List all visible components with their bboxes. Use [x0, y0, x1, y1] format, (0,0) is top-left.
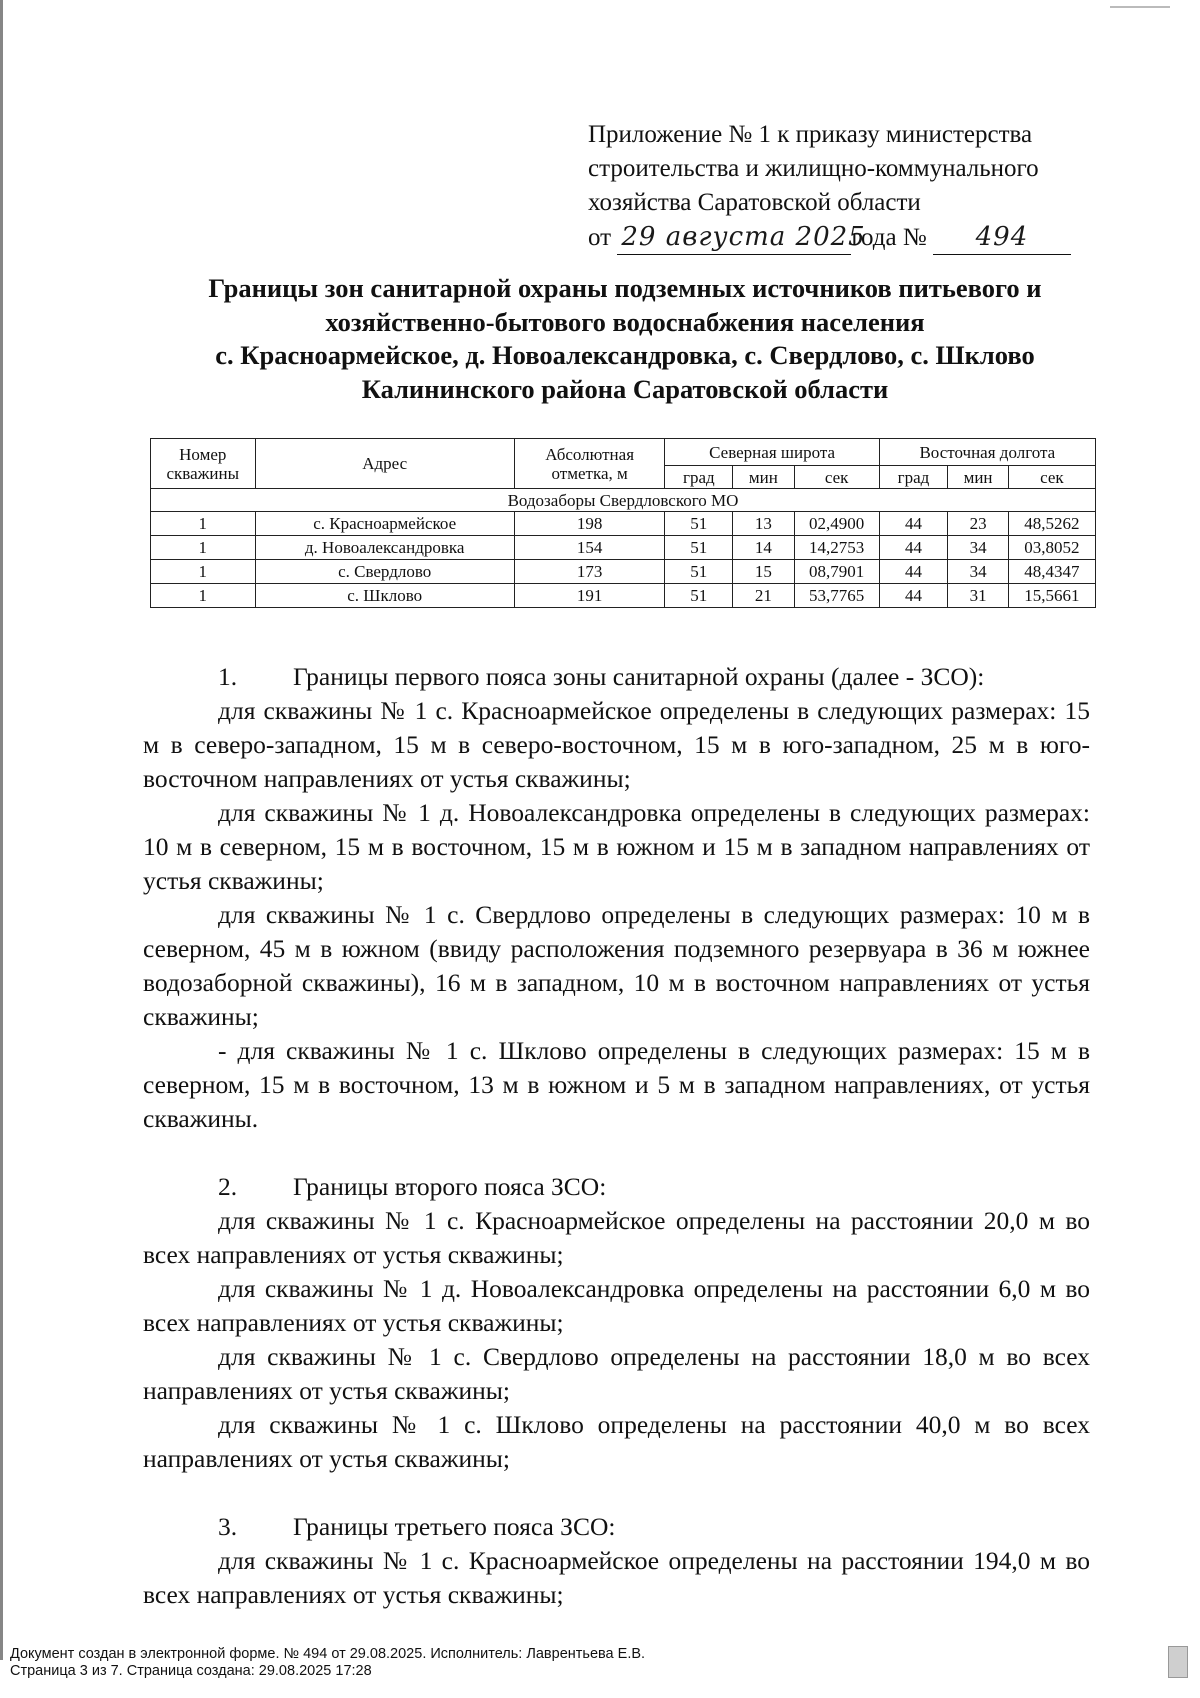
table-row	[151, 560, 1096, 584]
section-3-heading	[143, 1510, 1090, 1544]
section-2-paragraph: для скважины № 1 с. Свердлово определены на расстоянии 18,0 м во всех направлениях от устья скважины;	[143, 1342, 1090, 1405]
wells-table	[150, 438, 1096, 608]
section-1-paragraph: для скважины № 1 с. Красноармейское определены в следующих размерах: 15 м в северо-западном, 15 м в северо-восточном, 15 м в юго-западном, 25 м в юго-восточном направлениях от устья скважины;	[143, 696, 1090, 793]
header-north-lat: Северная широта	[665, 439, 879, 466]
table-row	[151, 584, 1096, 608]
cell-no: 1	[151, 512, 256, 536]
footer-line-1: Документ создан в электронной форме. № 494 от 29.08.2025. Исполнитель: Лаврентьева Е.В.	[10, 1646, 646, 1662]
cell-lon-deg: 44	[879, 560, 948, 584]
section-1-paragraph: - для скважины № 1 с. Шклово определены в следующих размерах: 15 м в северном, 15 м в восточном, 13 м в южном и 5 м в западном направлениях, от устья скважины.	[143, 1036, 1090, 1133]
appendix-line-3: хозяйства Саратовской области	[588, 189, 921, 216]
appendix-line-2: строительства и жилищно-коммунального	[588, 155, 1039, 182]
cell-address: с. Шклово	[255, 584, 514, 608]
spacer	[143, 1136, 1090, 1170]
cell-lat-min: 15	[733, 560, 794, 584]
cell-lon-deg: 44	[879, 536, 948, 560]
table-row	[151, 536, 1096, 560]
appendix-date-line	[588, 220, 1128, 255]
appendix-header	[588, 118, 1128, 255]
section-2-number: 2.	[218, 1172, 238, 1201]
section-1-paragraph: для скважины № 1 с. Свердлово определены в следующих размерах: 10 м в северном, 45 м в южном (ввиду расположения подземного резервуара в 36 м южнее водозаборной скважины), 16 м в западном, 10 м в восточном направлениях от устья скважины;	[143, 900, 1090, 1031]
title-line-1: Границы зон санитарной охраны подземных источников питьевого и	[208, 273, 1042, 303]
document-footer	[10, 1646, 1110, 1680]
cell-lat-min: 13	[733, 512, 794, 536]
cell-abs: 173	[514, 560, 665, 584]
cell-no: 1	[151, 584, 256, 608]
cell-no: 1	[151, 536, 256, 560]
cell-lat-deg: 51	[665, 584, 733, 608]
cell-lon-min: 34	[948, 536, 1008, 560]
cell-lat-sec: 53,7765	[794, 584, 879, 608]
section-1-number: 1.	[218, 662, 238, 691]
header-east-lon: Восточная долгота	[879, 439, 1095, 466]
cell-address: с. Красноармейское	[255, 512, 514, 536]
cell-lon-min: 34	[948, 560, 1008, 584]
footer-line-2: Страница 3 из 7. Страница создана: 29.08.2025 17:28	[10, 1663, 372, 1679]
cell-lat-min: 14	[733, 536, 794, 560]
header-lat-deg: град	[665, 466, 733, 489]
cell-lat-deg: 51	[665, 512, 733, 536]
section-1-heading	[143, 660, 1090, 694]
title-line-2: хозяйственно-бытового водоснабжения населения	[325, 306, 925, 337]
cell-lon-sec: 03,8052	[1008, 536, 1095, 560]
section-2-paragraph: для скважины № 1 с. Шклово определены на расстоянии 40,0 м во всех направлениях от устья скважины;	[143, 1410, 1090, 1473]
section-3-number: 3.	[218, 1512, 238, 1541]
document-title	[160, 272, 1090, 406]
cell-lat-deg: 51	[665, 536, 733, 560]
section-3-paragraph: для скважины № 1 с. Красноармейское определены на расстоянии 194,0 м во всех направлениях от устья скважины;	[143, 1546, 1090, 1609]
section-1-title: Границы первого пояса зоны санитарной охраны (далее - ЗСО):	[293, 662, 985, 691]
cell-lon-deg: 44	[879, 512, 948, 536]
section-3-title: Границы третьего пояса ЗСО:	[293, 1512, 616, 1541]
header-address: Адрес	[255, 439, 514, 489]
header-lat-min: мин	[733, 466, 794, 489]
header-lon-min: мин	[948, 466, 1008, 489]
cell-lon-sec: 15,5661	[1008, 584, 1095, 608]
title-line-3: с. Красноармейское, д. Новоалександровка, с. Свердлово, с. Шклово	[215, 340, 1035, 370]
header-lon-deg: град	[879, 466, 948, 489]
cell-lon-sec: 48,5262	[1008, 512, 1095, 536]
cell-lat-sec: 14,2753	[794, 536, 879, 560]
cell-no: 1	[151, 560, 256, 584]
cell-address: д. Новоалександровка	[255, 536, 514, 560]
appendix-line-1: Приложение № 1 к приказу министерства	[588, 121, 1033, 148]
cell-abs: 198	[514, 512, 665, 536]
cell-lon-deg: 44	[879, 584, 948, 608]
cell-lon-sec: 48,4347	[1008, 560, 1095, 584]
section-2-paragraph: для скважины № 1 д. Новоалександровка определены на расстоянии 6,0 м во всех направлениях от устья скважины;	[143, 1274, 1090, 1337]
spacer	[143, 1476, 1090, 1510]
cell-lat-sec: 02,4900	[794, 512, 879, 536]
cell-lat-min: 21	[733, 584, 794, 608]
handwritten-order-number: 494	[933, 220, 1071, 255]
handwritten-date: 29 августа 2025	[617, 220, 851, 255]
table-group-label: Водозаборы Свердловского МО	[151, 489, 1096, 512]
header-abs-mark: Абсолютная отметка, м	[514, 439, 665, 489]
goda-no-label: года №	[851, 224, 927, 251]
cell-lon-min: 23	[948, 512, 1008, 536]
ot-label: от	[588, 224, 612, 251]
header-well-no: Номер скважины	[151, 439, 256, 489]
emblem-icon	[1168, 1646, 1188, 1678]
cell-lon-min: 31	[948, 584, 1008, 608]
section-1-paragraph: для скважины № 1 д. Новоалександровка определены в следующих размерах: 10 м в северном, 15 м в восточном, 15 м в южном и 15 м в западном направлениях от устья скважины;	[143, 798, 1090, 895]
cell-lat-deg: 51	[665, 560, 733, 584]
cell-abs: 191	[514, 584, 665, 608]
cell-lat-sec: 08,7901	[794, 560, 879, 584]
section-2-title: Границы второго пояса ЗСО:	[293, 1172, 607, 1201]
page-scan-edge	[0, 0, 3, 1660]
section-2-paragraph: для скважины № 1 с. Красноармейское определены на расстоянии 20,0 м во всех направлениях от устья скважины;	[143, 1206, 1090, 1269]
header-lat-sec: сек	[794, 466, 879, 489]
header-lon-sec: сек	[1008, 466, 1095, 489]
table-row	[151, 512, 1096, 536]
section-2-heading	[143, 1170, 1090, 1204]
scan-corner-mark	[1110, 6, 1170, 8]
document-body	[143, 660, 1090, 1612]
cell-abs: 154	[514, 536, 665, 560]
title-line-4: Калининского района Саратовской области	[361, 373, 889, 404]
cell-address: с. Свердлово	[255, 560, 514, 584]
